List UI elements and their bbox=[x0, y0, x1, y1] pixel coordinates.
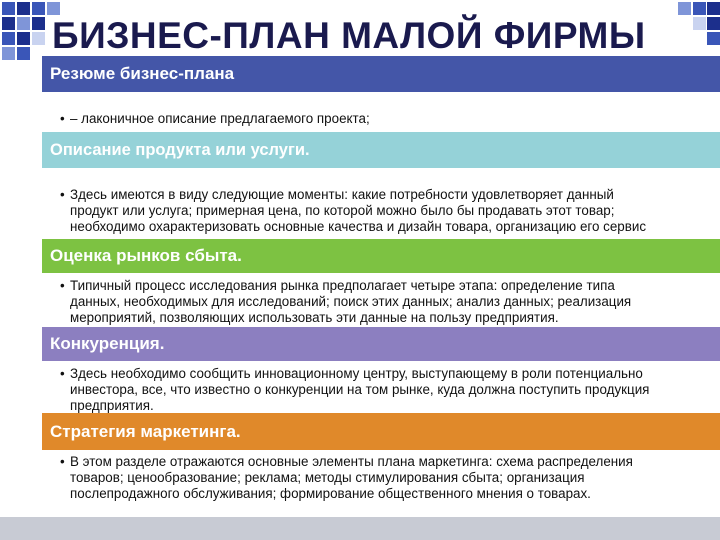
text-line: продукт или услуга; примерная цена, по которой можно было бы продавать этот товар; bbox=[70, 203, 615, 218]
text-line bbox=[60, 111, 720, 127]
text-line-content: Здесь имеются в виду следующие моменты: какие потребности удовлетворяет данный bbox=[70, 187, 614, 202]
text-line-content: Типичный процесс исследования рынка предполагает четыре этапа: определение типа bbox=[70, 278, 615, 293]
text-line-content: – лаконичное описание предлагаемого проекта; bbox=[70, 111, 370, 126]
slide-title: БИЗНЕС-ПЛАН МАЛОЙ ФИРМЫ bbox=[52, 15, 646, 56]
bullet-icon: • bbox=[60, 111, 65, 126]
bullet-icon: • bbox=[60, 278, 65, 293]
text-line bbox=[60, 454, 720, 470]
text-line: товаров; ценообразование; реклама; методы стимулирования сбыта; организация bbox=[70, 470, 585, 485]
text-line: данных, необходимых для исследований; поиск этих данных; анализ данных; реализация bbox=[70, 294, 632, 309]
text-line-content: Здесь необходимо сообщить инновационному центру, выступающему в роли потенциально bbox=[70, 366, 643, 381]
section-heading-summary: Резюме бизнес-плана bbox=[42, 56, 720, 92]
section-heading-competition: Конкуренция. bbox=[42, 327, 720, 361]
text-line-content: В этом разделе отражаются основные элементы плана маркетинга: схема распределения bbox=[70, 454, 633, 469]
text-line: инвестора, все, что известно о конкуренции на том рынке, куда должна поступить продукция bbox=[70, 382, 650, 397]
section-heading-product: Описание продукта или услуги. bbox=[42, 132, 720, 168]
bullet-icon: • bbox=[60, 454, 65, 469]
section-heading-marketing: Стратегия маркетинга. bbox=[42, 413, 720, 450]
section-text-product bbox=[60, 187, 720, 235]
bullet-icon: • bbox=[60, 366, 65, 381]
text-line: мероприятий, позволяющих использовать эти данные на пользу предприятия. bbox=[70, 310, 559, 325]
footer-bar bbox=[0, 517, 720, 540]
section-text-marketing bbox=[60, 454, 720, 502]
text-line bbox=[60, 366, 720, 382]
section-text-summary bbox=[60, 111, 720, 127]
section-heading-markets: Оценка рынков сбыта. bbox=[42, 239, 720, 273]
section-text-markets bbox=[60, 278, 720, 326]
text-line bbox=[60, 278, 720, 294]
text-line bbox=[60, 187, 720, 203]
text-line: необходимо охарактеризовать основные качества и дизайн товара, организацию его сервис bbox=[70, 219, 647, 234]
text-line: предприятия. bbox=[70, 398, 154, 413]
bullet-icon: • bbox=[60, 187, 65, 202]
section-text-competition bbox=[60, 366, 720, 414]
text-line: послепродажного обслуживания; формирование общественного мнения о товарах. bbox=[70, 486, 591, 501]
